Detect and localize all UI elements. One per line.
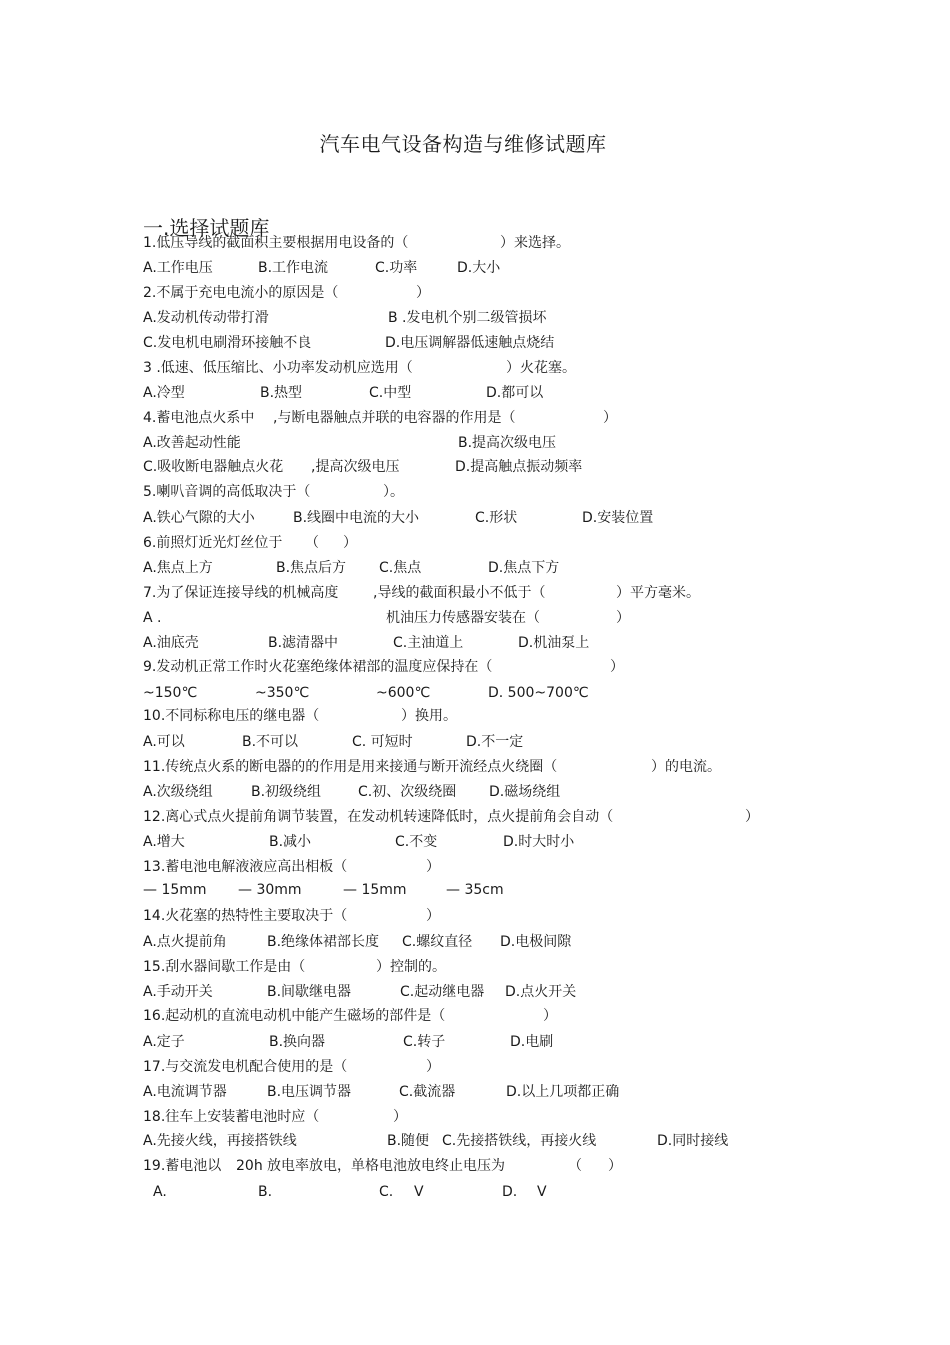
text-segment: D. xyxy=(502,1184,518,1200)
text-segment: D.不一定 xyxy=(466,734,524,750)
text-line xyxy=(143,878,943,902)
text-line xyxy=(143,1055,943,1079)
text-line xyxy=(143,980,943,1004)
text-segment: 18.往车上安装蓄电池时应（ xyxy=(143,1109,320,1125)
text-segment: C.螺纹直径 xyxy=(402,934,473,950)
text-segment: A.电流调节器 xyxy=(143,1084,227,1100)
text-segment: ） xyxy=(745,809,759,825)
text-segment: D.都可以 xyxy=(486,385,544,401)
text-segment: D.安装位置 xyxy=(582,510,654,526)
text-segment: ~150℃ xyxy=(143,685,198,701)
text-segment: D.电压调解器低速触点烧结 xyxy=(385,335,555,351)
text-segment: A.点火提前角 xyxy=(143,934,227,950)
text-segment: ）的电流。 xyxy=(651,759,721,775)
text-line xyxy=(143,930,943,954)
text-segment: C.先接搭铁线，再接火线 xyxy=(442,1133,597,1149)
text-segment: — 15mm xyxy=(143,882,207,898)
text-segment: D.大小 xyxy=(457,260,501,276)
text-segment: 20h xyxy=(236,1158,263,1174)
text-line xyxy=(143,506,943,530)
text-segment: 11.传统点火系的断电器的的作用是用来接通与断开流经点火绕圈（ xyxy=(143,759,558,775)
text-segment: C.主油道上 xyxy=(393,635,464,651)
text-line xyxy=(143,631,943,655)
text-line xyxy=(143,431,943,455)
text-segment: A.可以 xyxy=(143,734,185,750)
text-segment: ~350℃ xyxy=(255,685,310,701)
text-segment: 9.发动机正常工作时火花塞绝缘体裙部的温度应保持在（ xyxy=(143,659,493,675)
text-segment: C.吸收断电器触点火花 xyxy=(143,459,284,475)
text-segment: A.冷型 xyxy=(143,385,185,401)
text-segment: C. 可短时 xyxy=(352,734,413,750)
text-segment: C.焦点 xyxy=(379,560,422,576)
text-segment: A.油底壳 xyxy=(143,635,199,651)
text-segment: A . xyxy=(143,610,162,626)
text-segment: ） xyxy=(610,659,624,675)
text-segment: C.起动继电器 xyxy=(400,984,485,1000)
text-segment: B.电压调节器 xyxy=(267,1084,352,1100)
text-line xyxy=(143,1030,943,1054)
text-segment: ） xyxy=(426,859,440,875)
text-segment: — 35cm xyxy=(446,882,504,898)
text-segment: D.点火开关 xyxy=(505,984,577,1000)
text-line xyxy=(143,606,943,630)
text-segment: 13.蓄电池电解液液应高出相板（ xyxy=(143,859,348,875)
text-segment: C.初、次级绕圈 xyxy=(358,784,457,800)
text-segment: （ xyxy=(305,535,319,551)
text-line xyxy=(143,780,943,804)
text-segment: B.滤清器中 xyxy=(268,635,339,651)
text-segment: V xyxy=(414,1184,424,1200)
text-line xyxy=(143,406,943,430)
text-segment: A.先接火线，再接搭铁线 xyxy=(143,1133,297,1149)
text-segment: D.以上几项都正确 xyxy=(506,1084,620,1100)
text-segment: 17.与交流发电机配合使用的是（ xyxy=(143,1059,348,1075)
text-segment: A.次级绕组 xyxy=(143,784,213,800)
text-segment: 6.前照灯近光灯丝位于 xyxy=(143,535,283,551)
text-segment: ~600℃ xyxy=(376,685,431,701)
text-segment: 16.起动机的直流电动机中能产生磁场的部件是（ xyxy=(143,1008,446,1024)
text-segment: C.形状 xyxy=(475,510,518,526)
text-segment: ）火花塞。 xyxy=(506,360,576,376)
text-line xyxy=(143,655,943,679)
text-segment: A.手动开关 xyxy=(143,984,213,1000)
text-segment: C.功率 xyxy=(375,260,418,276)
text-line xyxy=(143,455,943,479)
text-line xyxy=(143,855,943,879)
text-segment: ） xyxy=(603,410,617,426)
text-segment: B.绝缘体裙部长度 xyxy=(267,934,380,950)
text-segment: ） xyxy=(426,1059,440,1075)
text-line xyxy=(143,681,943,705)
text-line xyxy=(143,381,943,405)
text-line xyxy=(143,955,943,979)
text-segment: A.定子 xyxy=(143,1034,185,1050)
text-segment: 7.为了保证连接导线的机械高度 xyxy=(143,585,339,601)
text-segment: B .发电机个别二级管损坏 xyxy=(388,310,547,326)
text-segment: 15.刮水器间歇工作是由（ xyxy=(143,959,306,975)
text-line xyxy=(143,1180,943,1204)
text-segment: 放电率放电，单格电池放电终止电压为 xyxy=(267,1158,505,1174)
text-line xyxy=(143,256,943,280)
text-line xyxy=(143,1129,943,1153)
document-title: 汽车电气设备构造与维修试题库 xyxy=(319,132,607,156)
text-segment: A.改善起动性能 xyxy=(143,435,241,451)
text-segment: A.焦点上方 xyxy=(143,560,213,576)
text-segment: ） xyxy=(543,1008,557,1024)
text-segment: 1.低压导线的截面积主要根据用电设备的（ xyxy=(143,235,409,251)
section-heading: 一.选择试题库 xyxy=(143,216,270,240)
text-segment: 10.不同标称电压的继电器（ xyxy=(143,708,320,724)
text-segment: ） xyxy=(416,285,430,301)
text-segment: （ xyxy=(568,1158,582,1174)
text-line xyxy=(143,755,943,779)
text-segment: D.同时接线 xyxy=(657,1133,729,1149)
text-segment: A. xyxy=(153,1184,167,1200)
text-segment: ）平方毫米。 xyxy=(616,585,700,601)
text-segment: ） xyxy=(393,1109,407,1125)
text-segment: 2.不属于充电电流小的原因是（ xyxy=(143,285,339,301)
text-segment: B. xyxy=(258,1184,273,1200)
text-line xyxy=(143,480,943,504)
text-segment: C.发电机电刷滑环接触不良 xyxy=(143,335,312,351)
text-segment: B.减小 xyxy=(269,834,312,850)
text-line xyxy=(143,805,943,829)
text-segment: B.随便 xyxy=(387,1133,430,1149)
text-segment: 3 .低速、低压缩比、小功率发动机应选用（ xyxy=(143,360,413,376)
text-line xyxy=(143,331,943,355)
text-line xyxy=(143,356,943,380)
text-segment: B.初级绕组 xyxy=(251,784,322,800)
text-segment: 12.离心式点火提前角调节装置，在发动机转速降低时，点火提前角会自动（ xyxy=(143,809,614,825)
text-segment: B.不可以 xyxy=(242,734,299,750)
text-segment: B.焦点后方 xyxy=(276,560,347,576)
text-segment: A.增大 xyxy=(143,834,185,850)
text-line xyxy=(143,830,943,854)
text-segment: 4.蓄电池点火系中 xyxy=(143,410,255,426)
text-segment: D. 500~700℃ xyxy=(488,685,589,701)
text-segment: ） xyxy=(608,1158,622,1174)
text-segment: ） xyxy=(616,610,630,626)
text-segment: ） xyxy=(343,535,357,551)
text-line xyxy=(143,581,943,605)
text-segment: D.焦点下方 xyxy=(488,560,560,576)
text-line xyxy=(143,306,943,330)
text-segment: B.间歇继电器 xyxy=(267,984,352,1000)
text-segment: ）换用。 xyxy=(401,708,457,724)
text-segment: B.提高次级电压 xyxy=(458,435,557,451)
text-segment: D.提高触点振动频率 xyxy=(455,459,583,475)
text-segment: C.转子 xyxy=(403,1034,446,1050)
text-segment: ） xyxy=(426,908,440,924)
text-segment: 14.火花塞的热特性主要取决于（ xyxy=(143,908,348,924)
text-segment: 5.喇叭音调的高低取决于（ xyxy=(143,484,311,500)
text-segment: C.中型 xyxy=(369,385,412,401)
text-line xyxy=(143,281,943,305)
text-segment: ,与断电器触点并联的电容器的作用是（ xyxy=(273,410,516,426)
text-segment: — 15mm xyxy=(343,882,407,898)
text-line xyxy=(143,904,943,928)
text-segment: C.截流器 xyxy=(399,1084,456,1100)
text-segment: D.时大时小 xyxy=(503,834,575,850)
text-segment: 机油压力传感器安装在（ xyxy=(386,610,540,626)
text-segment: B.工作电流 xyxy=(258,260,329,276)
text-segment: D.电刷 xyxy=(510,1034,554,1050)
text-segment: C. xyxy=(379,1184,394,1200)
text-segment: D.磁场绕组 xyxy=(489,784,561,800)
text-line xyxy=(143,730,943,754)
text-segment: B.换向器 xyxy=(269,1034,326,1050)
text-segment: ）。 xyxy=(383,484,404,500)
text-segment: ）来选择。 xyxy=(500,235,570,251)
text-line xyxy=(143,1080,943,1104)
text-line xyxy=(143,1004,943,1028)
text-segment: ）控制的。 xyxy=(376,959,446,975)
text-segment: ,提高次级电压 xyxy=(311,459,400,475)
text-line xyxy=(143,531,943,555)
text-segment: ,导线的截面积最小不低于（ xyxy=(373,585,546,601)
text-segment: D.机油泵上 xyxy=(518,635,590,651)
text-segment: A.铁心气隙的大小 xyxy=(143,510,255,526)
text-line xyxy=(143,704,943,728)
text-segment: A.工作电压 xyxy=(143,260,213,276)
text-line xyxy=(143,1154,943,1178)
text-segment: V xyxy=(537,1184,547,1200)
text-line xyxy=(143,556,943,580)
text-line xyxy=(143,231,943,255)
text-segment: — 30mm xyxy=(238,882,302,898)
text-segment: D.电极间隙 xyxy=(500,934,572,950)
text-segment: B.线圈中电流的大小 xyxy=(293,510,420,526)
text-segment: C.不变 xyxy=(395,834,438,850)
text-segment: 19.蓄电池以 xyxy=(143,1158,222,1174)
text-segment: B.热型 xyxy=(260,385,303,401)
text-line xyxy=(143,1105,943,1129)
text-segment: A.发动机传动带打滑 xyxy=(143,310,269,326)
